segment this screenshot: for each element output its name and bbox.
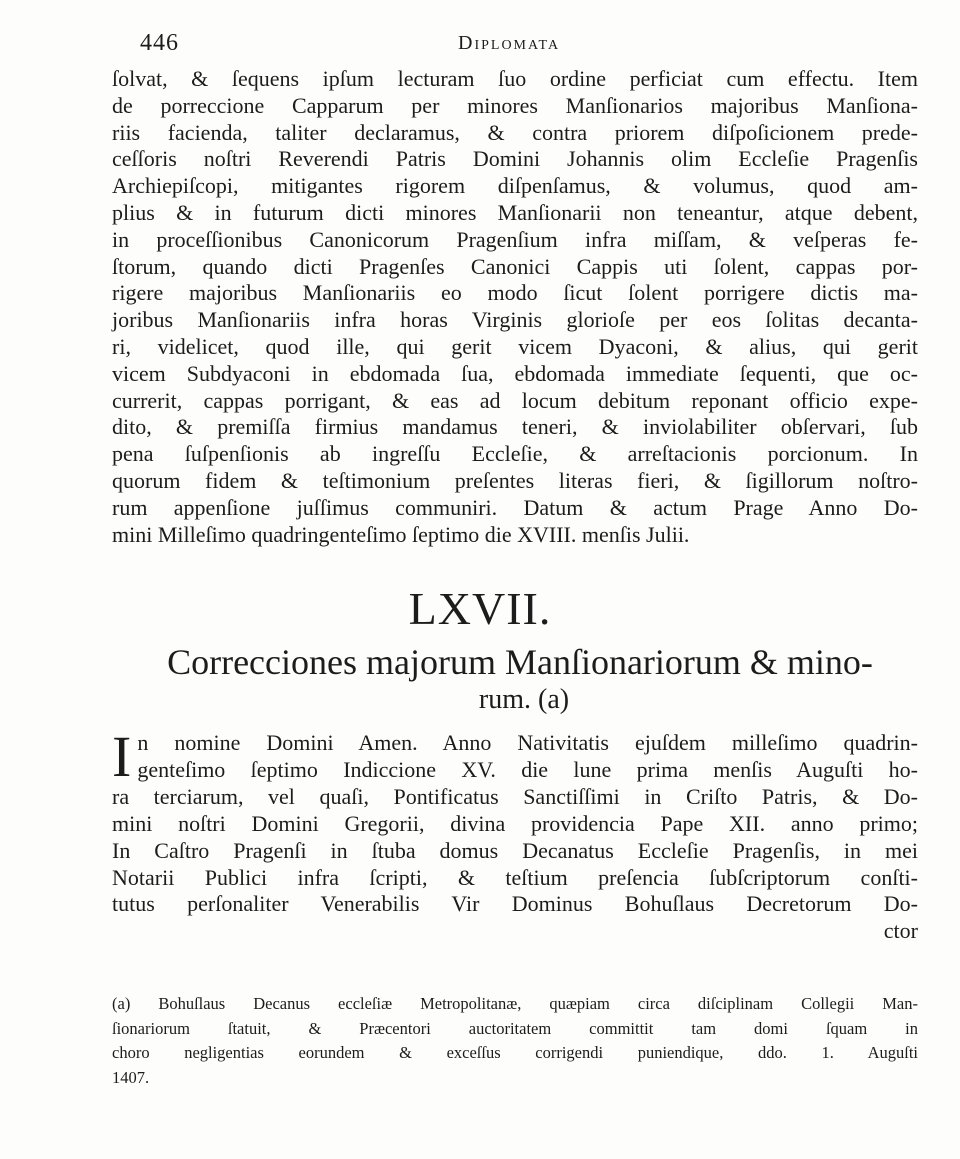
- text-line: In Caſtro Pragenſi in ſtuba domus Decanatus Eccleſie Pragenſis, in mei: [112, 837, 918, 863]
- footnote-line: choro negligentias eorundem & exceſſus corrigendi puniendique, ddo. 1. Auguſti: [112, 1043, 918, 1062]
- top-paragraph: [112, 66, 918, 548]
- chapter-number: LXVII.: [408, 583, 552, 634]
- drop-cap: I: [112, 724, 132, 789]
- text-line: ſtorum, quando dicti Pragenſes Canonici Cappis uti ſolent, cappas por-: [112, 253, 918, 279]
- running-title: Diplomata: [458, 32, 561, 54]
- second-paragraph: [112, 724, 918, 945]
- text-line: ra terciarum, vel quaſi, Pontificatus Sanctiſſimi in Criſto Patris, & Do-: [112, 783, 918, 809]
- text-line: Notarii Publici infra ſcripti, & teſtium preſencia ſubſcriptorum conſti-: [112, 864, 918, 890]
- chapter-title: [120, 642, 920, 720]
- text-line: vicem Subdyaconi in ebdomada ſua, ebdomada immediate ſequenti, que oc-: [112, 360, 918, 386]
- text-line: n nomine Domini Amen. Anno Nativitatis ejuſdem milleſimo quadrin-: [137, 730, 918, 755]
- chapter-title-line: rum. (a): [478, 684, 570, 715]
- text-line: genteſimo ſeptimo Indiccione XV. die lune prima menſis Auguſti ho-: [137, 756, 918, 782]
- text-line: joribus Manſionariis infra horas Virginis glorioſe per eos ſolitas decanta-: [112, 307, 918, 333]
- text-line: mini noſtri Domini Gregorii, divina providencia Pape XII. anno primo;: [112, 810, 918, 836]
- running-head: [140, 30, 920, 60]
- catchword: ctor: [883, 918, 918, 944]
- text-line: tutus perſonaliter Venerabilis Vir Dominus Bohuſlaus Decretorum Do-: [112, 891, 918, 917]
- footnote: [112, 992, 918, 1090]
- page-number: 446: [140, 30, 179, 56]
- text-line: plius & in futurum dicti minores Manſionarii non teneantur, atque debent,: [112, 199, 918, 225]
- text-line: rigere majoribus Manſionariis eo modo ſicut ſolent porrigere dictis ma-: [112, 280, 918, 306]
- footnote-line: ſionariorum ſtatuit, & Præcentori auctoritatem committit tam domi ſquam in: [112, 1018, 918, 1038]
- chapter-title-line: Correcciones majorum Manſionariorum & mino-: [167, 642, 873, 682]
- text-line: quorum fidem & teſtimonium preſentes literas fieri, & ſigillorum noſtro-: [112, 467, 918, 493]
- footnote-line: 1407.: [112, 1067, 150, 1087]
- text-line: pena ſuſpenſionis ab ingreſſu Eccleſie, & arreſtacionis porcionum. In: [112, 441, 918, 467]
- text-line: in proceſſionibus Canonicorum Pragenſium infra miſſam, & veſperas fe-: [112, 226, 918, 252]
- text-line: ſolvat, & ſequens ipſum lecturam ſuo ordine perficiat cum effectu. Item: [112, 66, 918, 91]
- text-line: ceſſoris noſtri Reverendi Patris Domini Johannis olim Eccleſie Pragenſis: [112, 146, 918, 172]
- text-line: riis facienda, taliter declaramus, & contra priorem diſpoſicionem prede-: [112, 119, 918, 145]
- text-line: currerit, cappas porrigant, & eas ad locum debitum reponant officio expe-: [112, 387, 918, 413]
- text-line: dito, & premiſſa firmius mandamus teneri, & inviolabiliter obſervari, ſub: [112, 414, 918, 440]
- text-line: mini Milleſimo quadringenteſimo ſeptimo die XVIII. menſis Julii.: [112, 521, 690, 547]
- text-line: ri, videlicet, quod ille, qui gerit vicem Dyaconi, & alius, qui gerit: [112, 333, 918, 359]
- footnote-line: (a) Bohuſlaus Decanus eccleſiæ Metropolitanæ, quæpiam circa diſciplinam Collegii Man-: [112, 994, 918, 1013]
- text-line: Archiepiſcopi, mitigantes rigorem diſpenſamus, & volumus, quod am-: [112, 173, 918, 199]
- text-line: de porreccione Capparum per minores Manſionarios majoribus Manſiona-: [112, 92, 918, 118]
- text-line: rum appenſione juſſimus communiri. Datum & actum Prage Anno Do-: [112, 494, 918, 520]
